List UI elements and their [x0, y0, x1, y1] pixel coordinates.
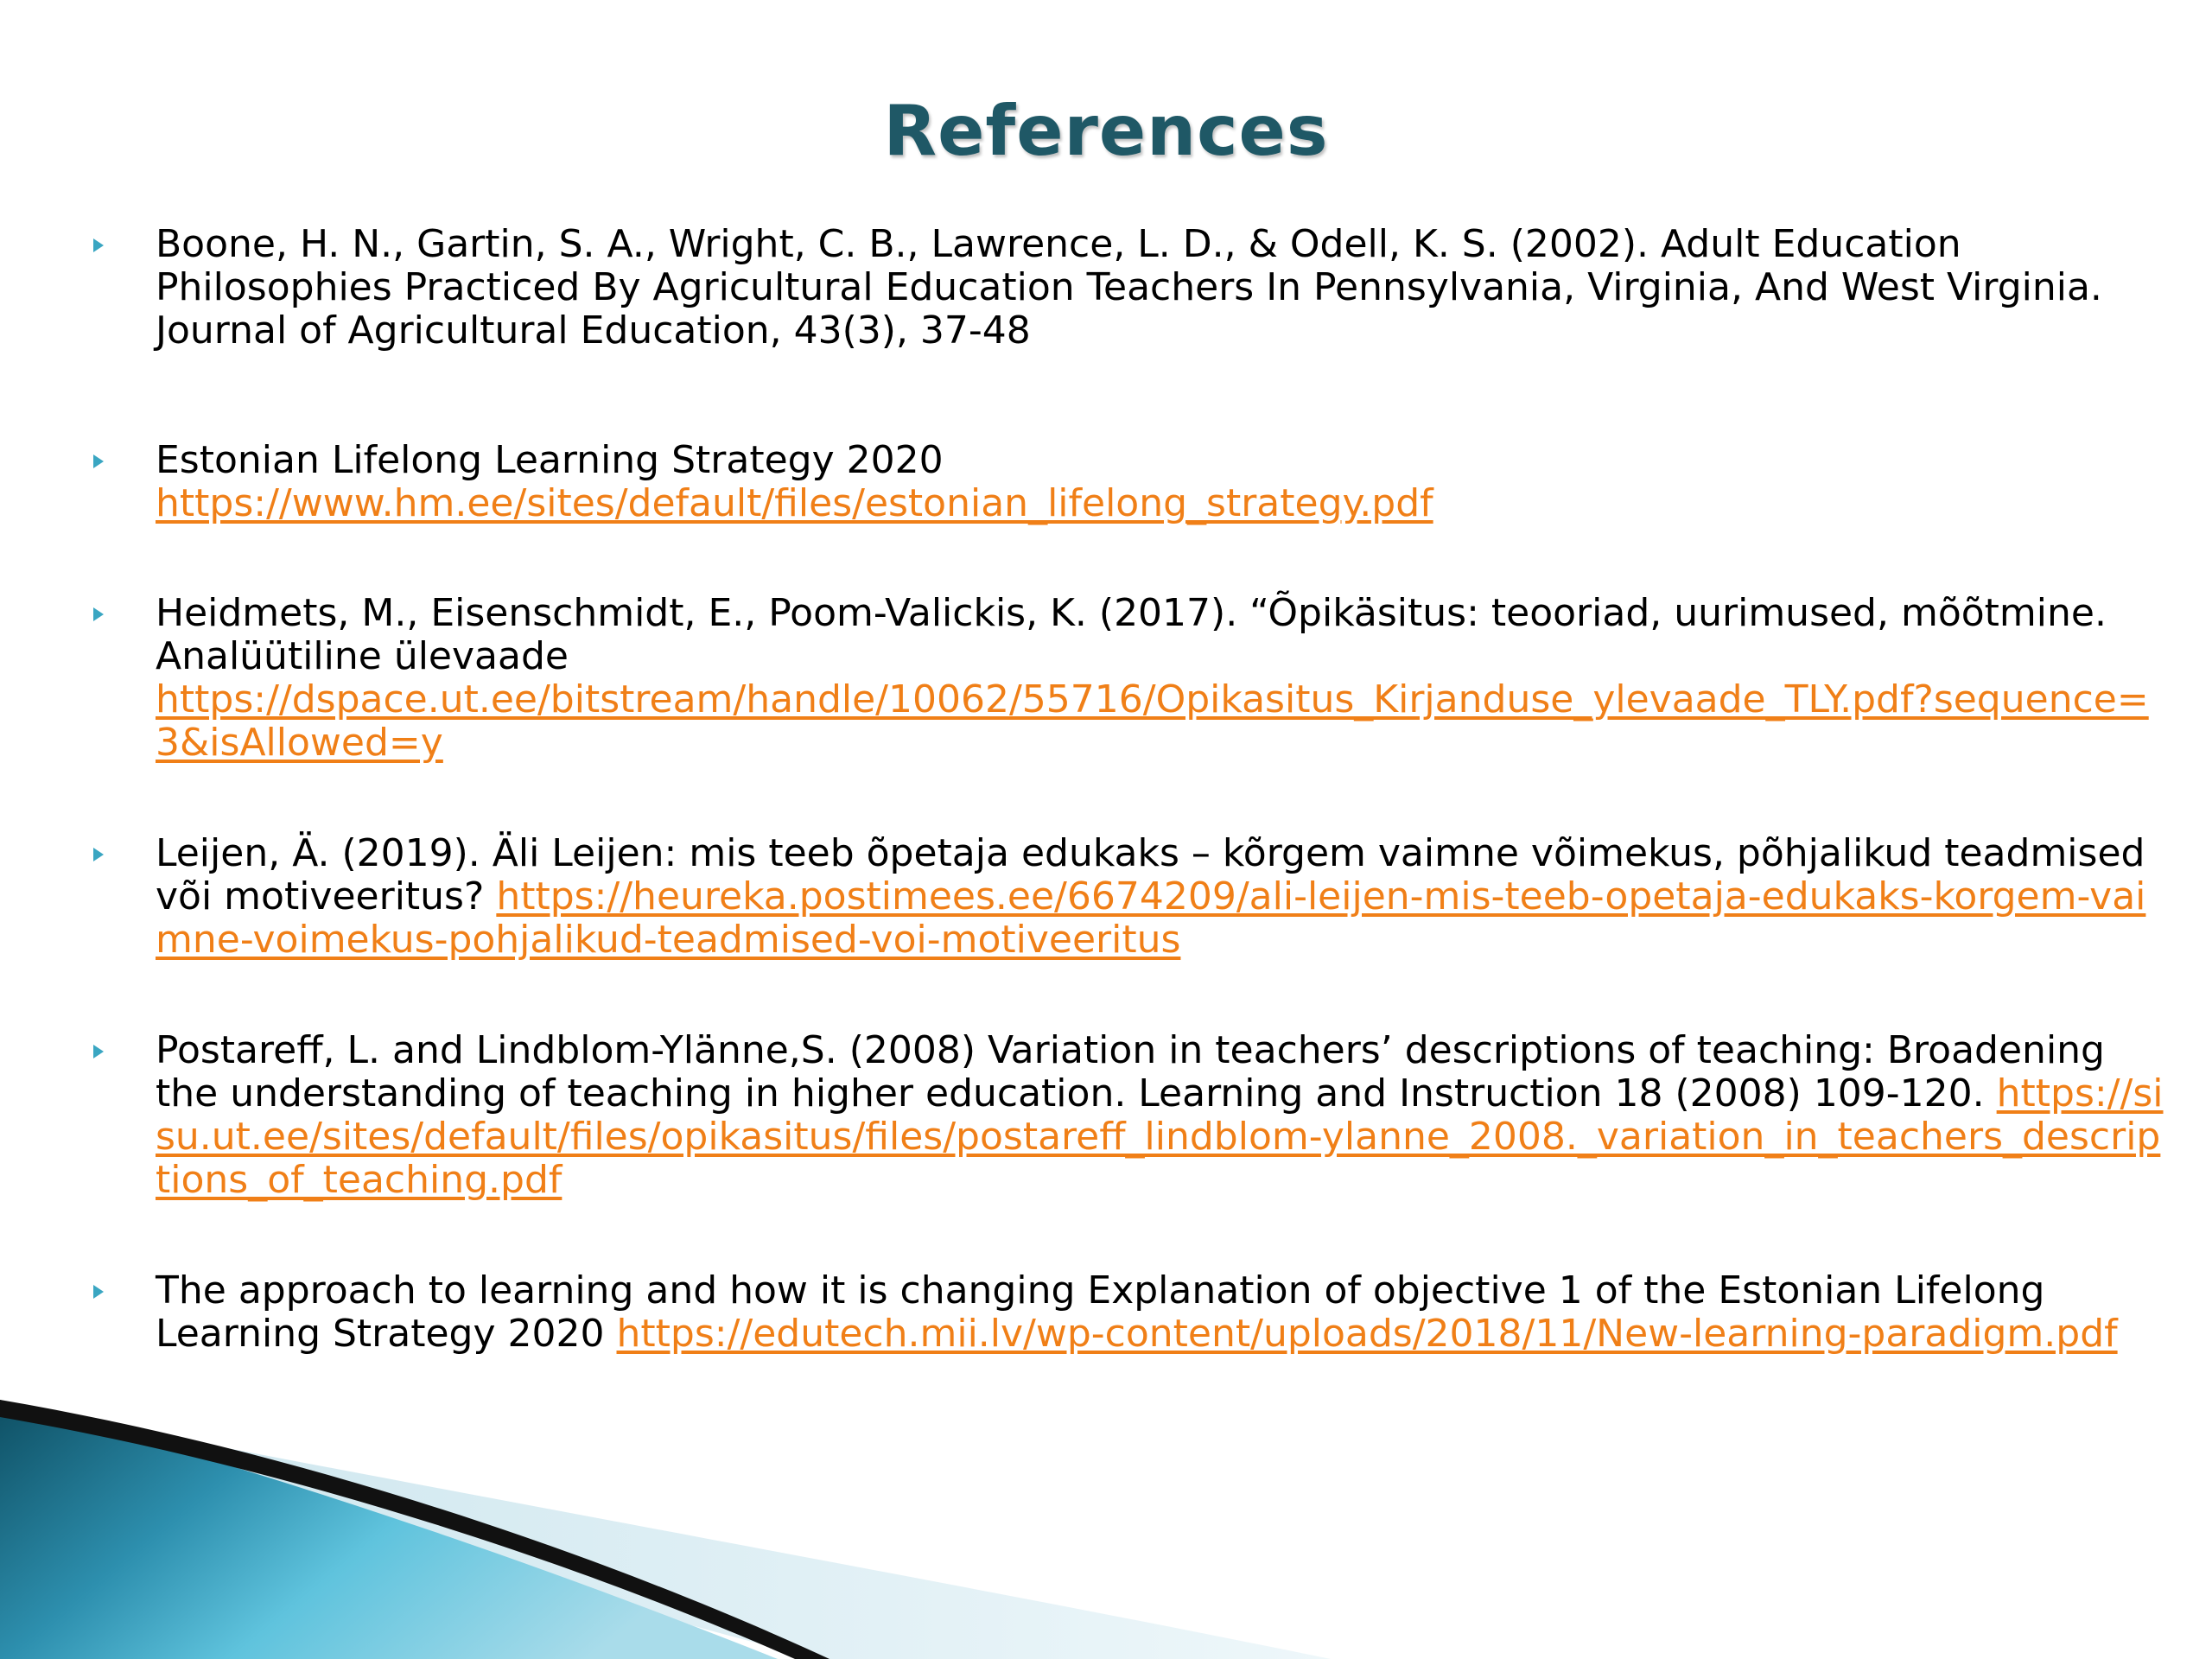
triangle-bullet-icon [93, 238, 104, 252]
reference-item [93, 223, 2167, 353]
reference-text: Boone, H. N., Gartin, S. A., Wright, C. B., Lawrence, L. D., & Odell, K. S. (2002). Adult Education Philosophies Practiced By Agricultural Education Teachers In Pennsylvania, Virginia, And West Virginia. Journal of Agricultural Education, 43(3), 37-48 [156, 222, 2102, 353]
reference-link[interactable]: https://sisu.ut.ee/sites/default/files/opikasitus/files/postareff_lindblom-ylanne_2008._variation_in_teachers_descriptions_of_teaching.pdf [156, 1071, 2164, 1202]
reference-link[interactable]: https://heureka.postimees.ee/6674209/ali-leijen-mis-teeb-opetaja-edukaks-korgem-vaimne-voimekus-pohjalikud-teadmised-voi-motiveeritus [156, 874, 2146, 962]
reference-text: The approach to learning and how it is changing Explanation of objective 1 of the Estonian Lifelong Learning Strategy 2020 [156, 1268, 2045, 1356]
triangle-bullet-icon [93, 848, 104, 861]
swoosh-dark-line [0, 1400, 830, 1659]
reference-text: Estonian Lifelong Learning Strategy 2020 [156, 438, 944, 482]
swoosh-teal-band [0, 1400, 778, 1659]
reference-text: Leijen, Ä. (2019). Äli Leijen: mis teeb õpetaja edukaks – kõrgem vaimne võimekus, põhjalikud teadmised või motiveeritus? [156, 831, 2145, 918]
slide-title: References [883, 91, 1329, 171]
triangle-bullet-icon [93, 1285, 104, 1299]
reference-item [93, 832, 2167, 962]
reference-item [93, 439, 2167, 525]
triangle-bullet-icon [93, 1045, 104, 1058]
reference-list [93, 223, 2167, 1356]
triangle-bullet-icon [93, 454, 104, 468]
reference-link[interactable]: https://www.hm.ee/sites/default/files/estonian_lifelong_strategy.pdf [156, 481, 1433, 525]
reference-item [93, 1029, 2167, 1202]
triangle-bullet-icon [93, 607, 104, 621]
reference-item [93, 1269, 2167, 1356]
reference-item [93, 592, 2167, 765]
reference-link[interactable]: https://edutech.mii.lv/wp-content/uploads/2018/11/New-learning-paradigm.pdf [616, 1312, 2118, 1356]
reference-text: Postareff, L. and Lindblom-Ylänne,S. (2008) Variation in teachers’ descriptions of teaching: Broadening the understanding of teaching in higher education. Learning and Instruction 18 (2008) 109-120. [156, 1028, 2105, 1116]
reference-text: Heidmets, M., Eisenschmidt, E., Poom-Valickis, K. (2017). “Õpikäsitus: teooriad, uurimused, mõõtmine. Analüütiline ülevaade [156, 591, 2107, 678]
reference-link[interactable]: https://dspace.ut.ee/bitstream/handle/10062/55716/Opikasitus_Kirjanduse_ylevaade_TLY.pdf?sequence=3&isAllowed=y [156, 677, 2149, 765]
swoosh-light-band [156, 1434, 1331, 1659]
